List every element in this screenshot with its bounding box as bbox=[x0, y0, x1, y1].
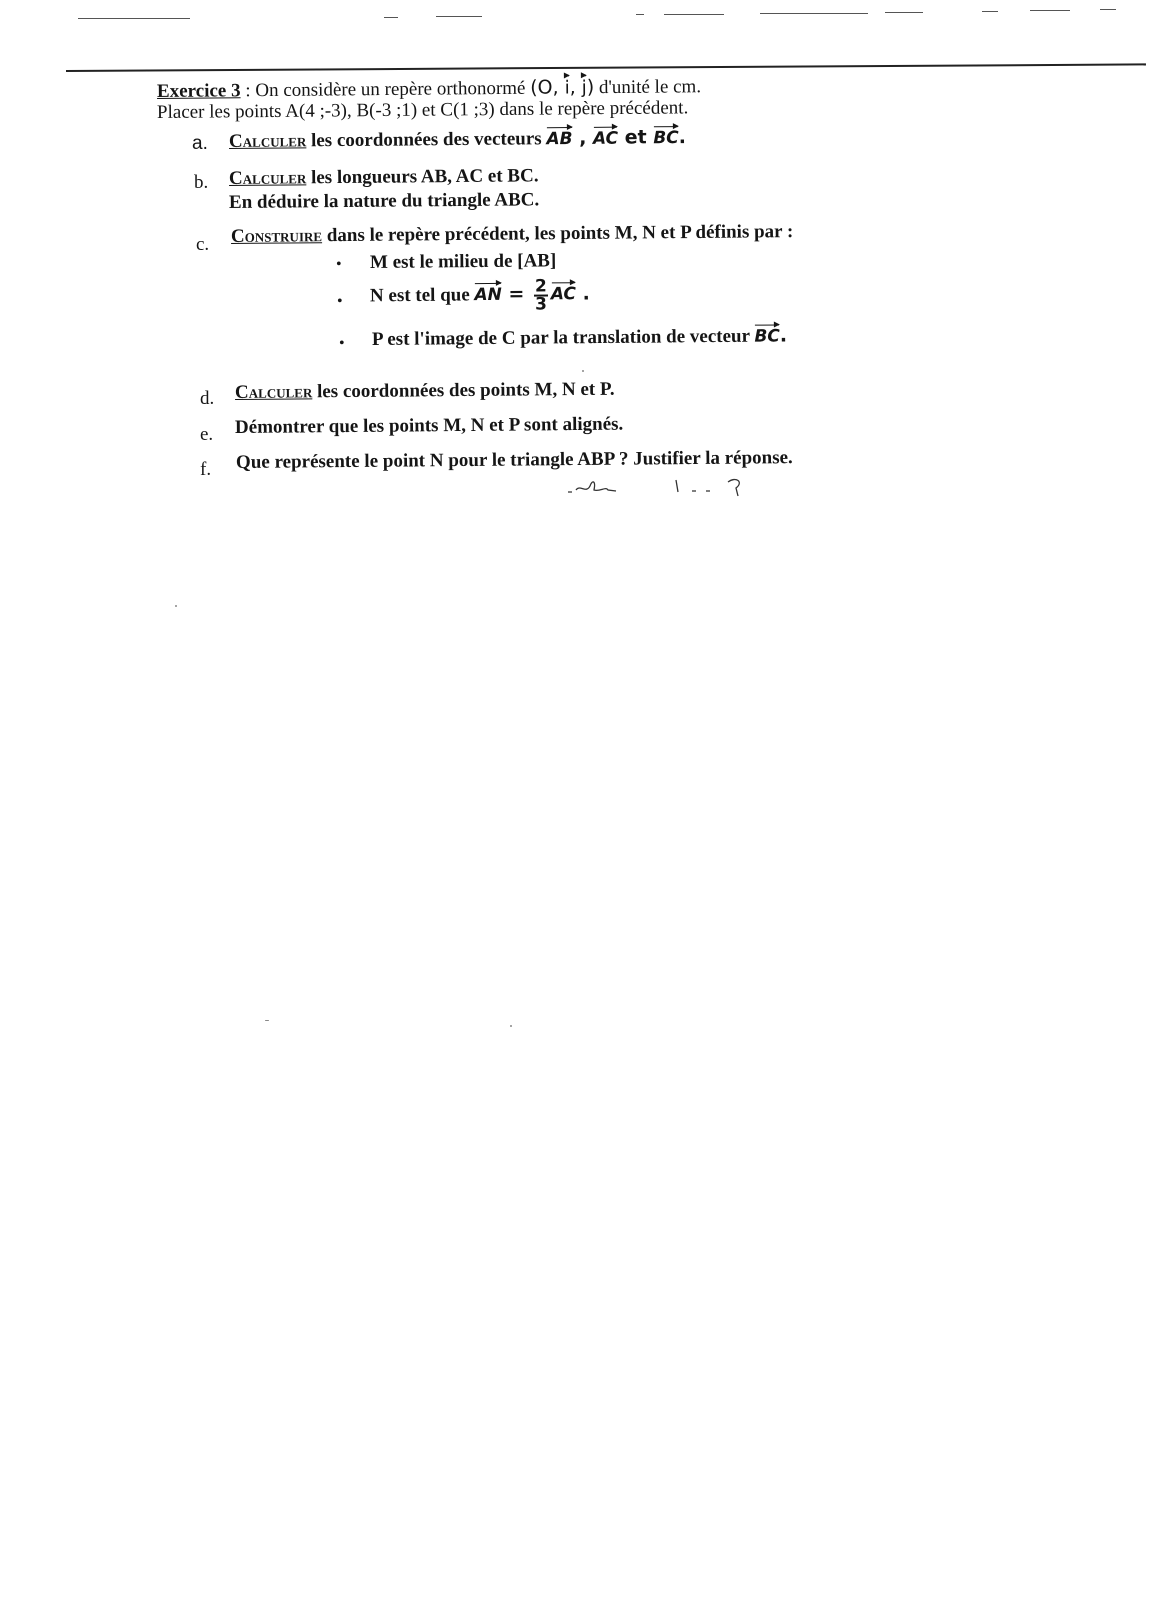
handwritten-scribble bbox=[560, 470, 760, 500]
item-e: Démontrer que les points M, N et P sont alignés. bbox=[234, 413, 624, 438]
header-dash bbox=[436, 16, 482, 17]
bullet-dot: • bbox=[337, 293, 343, 310]
item-letter: f. bbox=[200, 459, 212, 480]
vector-an: AN bbox=[474, 281, 502, 305]
item-letter: c. bbox=[196, 234, 210, 255]
header-dash bbox=[1030, 10, 1070, 11]
bullet-dot: • bbox=[336, 256, 342, 273]
bullet-dot: • bbox=[339, 335, 345, 352]
vector-ac: AC bbox=[593, 125, 618, 149]
place-points-text: Placer les points A(4 ;-3), B(-3 ;1) et C(1 ;3) dans le repère précédent. bbox=[156, 97, 689, 123]
header-dash bbox=[664, 14, 724, 15]
scan-speck bbox=[175, 605, 177, 607]
header-dash bbox=[78, 18, 190, 19]
scan-speck bbox=[510, 1025, 512, 1027]
exercise-title: Exercice 3 bbox=[156, 80, 241, 102]
item-letter: d. bbox=[200, 388, 215, 409]
item-f: Que représente le point N pour le triangle ABP ? Justifier la réponse. bbox=[235, 447, 793, 473]
item-c: Construire dans le repère précédent, les points M, N et P définis par : bbox=[230, 221, 794, 247]
bullet-item-n: N est tel que AN = $\frac{2}{3}$ AC . bbox=[369, 276, 590, 315]
item-verb: Calculer bbox=[228, 167, 307, 189]
item-b: Calculer les longueurs AB, AC et BC. bbox=[228, 165, 539, 189]
header-dash bbox=[885, 12, 923, 13]
header-dash bbox=[1100, 9, 1116, 10]
header-rule bbox=[66, 63, 1146, 72]
vector-ab: AB bbox=[546, 125, 572, 149]
vector-bc: BC bbox=[754, 322, 780, 346]
vector-i: i bbox=[565, 73, 570, 98]
unit-text: d'unité le cm. bbox=[594, 76, 702, 99]
frame-notation: (O, i, j) bbox=[530, 76, 594, 99]
header-dash bbox=[760, 13, 868, 14]
item-letter: b. bbox=[194, 172, 209, 193]
item-b-line2: En déduire la nature du triangle ABC. bbox=[228, 189, 540, 213]
item-letter: e. bbox=[200, 424, 214, 445]
vector-j: j bbox=[582, 73, 587, 98]
vector-ac: AC bbox=[551, 281, 576, 305]
item-verb: Construire bbox=[230, 225, 323, 247]
item-verb: Calculer bbox=[228, 130, 307, 152]
item-d: Calculer les coordonnées des points M, N et P. bbox=[234, 378, 615, 403]
header-dash bbox=[982, 11, 998, 12]
header-dash bbox=[636, 14, 644, 15]
scan-speck bbox=[265, 1020, 269, 1021]
vector-bc: BC bbox=[653, 124, 679, 148]
intro-text: : On considère un repère orthonormé bbox=[240, 77, 531, 102]
item-a: Calculer les coordonnées des vecteurs AB , AC et BC. bbox=[228, 126, 687, 152]
item-verb: Calculer bbox=[234, 381, 313, 403]
bullet-item-m: M est le milieu de [AB] bbox=[369, 250, 557, 273]
item-letter: a. bbox=[192, 133, 208, 154]
header-dash bbox=[384, 17, 398, 18]
scan-speck bbox=[582, 370, 584, 372]
bullet-item-p: P est l'image de C par la translation de vecteur BC. bbox=[371, 324, 788, 350]
fraction: $\frac{2}{3}$ bbox=[534, 276, 548, 315]
